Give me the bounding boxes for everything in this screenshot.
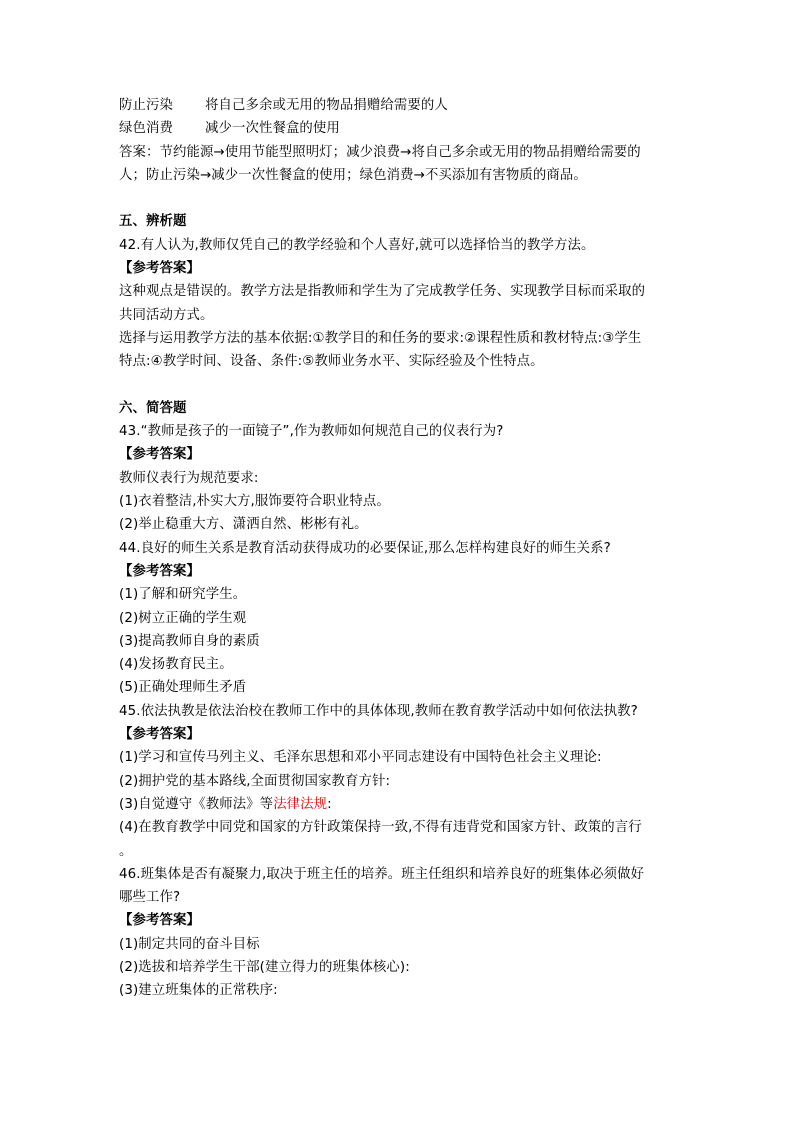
match-pair-row xyxy=(119,94,679,117)
question-46: 46.班集体是否有凝聚力,取决于班主任的培养。班主任组织和培养良好的班集体必须做好 xyxy=(119,866,645,882)
question-42: 42.有人认为,教师仅凭自己的教学经验和个人喜好,就可以选择恰当的教学方法。 xyxy=(119,237,595,253)
question-45: 45.依法执教是依法治校在教师工作中的具体体现,教师在教育教学活动中如何依法执教? xyxy=(119,703,638,719)
answer-line: 特点:④教学时间、设备、条件:⑤教师业务水平、实际经验及个性特点。 xyxy=(119,354,544,370)
question-46: 哪些工作? xyxy=(119,890,181,906)
reference-answer-label: 【参考答案】 xyxy=(119,913,200,929)
answer-line: 人；防止污染→减少一次性餐盒的使用；绿色消费→不买添加有害物质的商品。 xyxy=(119,167,587,183)
answer-line: (2)树立正确的学生观 xyxy=(119,610,247,626)
answer-line: 选择与运用教学方法的基本依据:①教学目的和任务的要求:②课程性质和教材特点:③学生 xyxy=(119,330,642,346)
reference-answer-label: 【参考答案】 xyxy=(119,727,200,743)
answer-line: (1)了解和研究学生。 xyxy=(119,587,247,603)
match-left-term: 绿色消费 xyxy=(119,121,173,137)
match-pair-row xyxy=(119,117,679,140)
match-right-term: 将自己多余或无用的物品捐赠给需要的人 xyxy=(205,98,448,113)
reference-answer-label: 【参考答案】 xyxy=(119,261,200,277)
match-right-term: 减少一次性餐盒的使用 xyxy=(205,121,340,137)
document-page xyxy=(119,94,679,1003)
answer-line: 答案：节约能源→使用节能型照明灯；减少浪费→将自己多余或无用的物品捐赠给需要的 xyxy=(119,144,641,160)
section-title: 五、辨析题 xyxy=(119,214,187,230)
answer-line: (4)发扬教育民主。 xyxy=(119,657,233,673)
answer-line xyxy=(119,793,679,816)
answer-line: (5)正确处理师生矛盾 xyxy=(119,680,247,696)
answer-line: (1)制定共同的奋斗目标 xyxy=(119,936,260,952)
reference-answer-label: 【参考答案】 xyxy=(119,447,200,463)
question-43: 43.“教师是孩子的一面镜子”,作为教师如何规范自己的仪表行为? xyxy=(119,424,504,440)
answer-line: (2)选拔和培养学生干部(建立得力的班集体核心): xyxy=(119,959,410,975)
answer-line: 。 xyxy=(119,843,133,859)
spacer xyxy=(119,187,679,210)
answer-line: 教师仪表行为规范要求: xyxy=(119,470,259,486)
reference-answer-label: 【参考答案】 xyxy=(119,563,200,579)
section-title: 六、简答题 xyxy=(119,400,187,416)
answer-line: (3)提高教师自身的素质 xyxy=(119,633,260,649)
answer-line: (1)学习和宣传马列主义、毛泽东思想和邓小平同志建设有中国特色社会主义理论: xyxy=(119,750,602,766)
spacer xyxy=(119,374,679,397)
answer-line: (1)衣着整洁,朴实大方,服饰要符合职业特点。 xyxy=(119,494,390,510)
law-regulation-link[interactable]: 法律法规 xyxy=(273,796,328,812)
answer-line: (3)建立班集体的正常秩序: xyxy=(119,983,278,999)
answer-line: (2)举止稳重大方、潇洒自然、彬彬有礼。 xyxy=(119,517,368,533)
answer-line: (2)拥护党的基本路线,全面贯彻国家教育方针: xyxy=(119,773,391,789)
question-44: 44.良好的师生关系是教育活动获得成功的必要保证,那么怎样构建良好的师生关系? xyxy=(119,540,611,556)
answer-text: (3)自觉遵守《教师法》等 xyxy=(119,796,274,812)
answer-line: 共同活动方式。 xyxy=(119,307,214,323)
answer-text: : xyxy=(327,796,332,812)
answer-line: 这种观点是错误的。教学方法是指教师和学生为了完成教学任务、实现教学目标而采取的 xyxy=(119,284,646,300)
answer-line: (4)在教育教学中同党和国家的方针政策保持一致,不得有违背党和国家方针、政策的言行 xyxy=(119,820,642,836)
match-left-term: 防止污染 xyxy=(119,98,173,113)
